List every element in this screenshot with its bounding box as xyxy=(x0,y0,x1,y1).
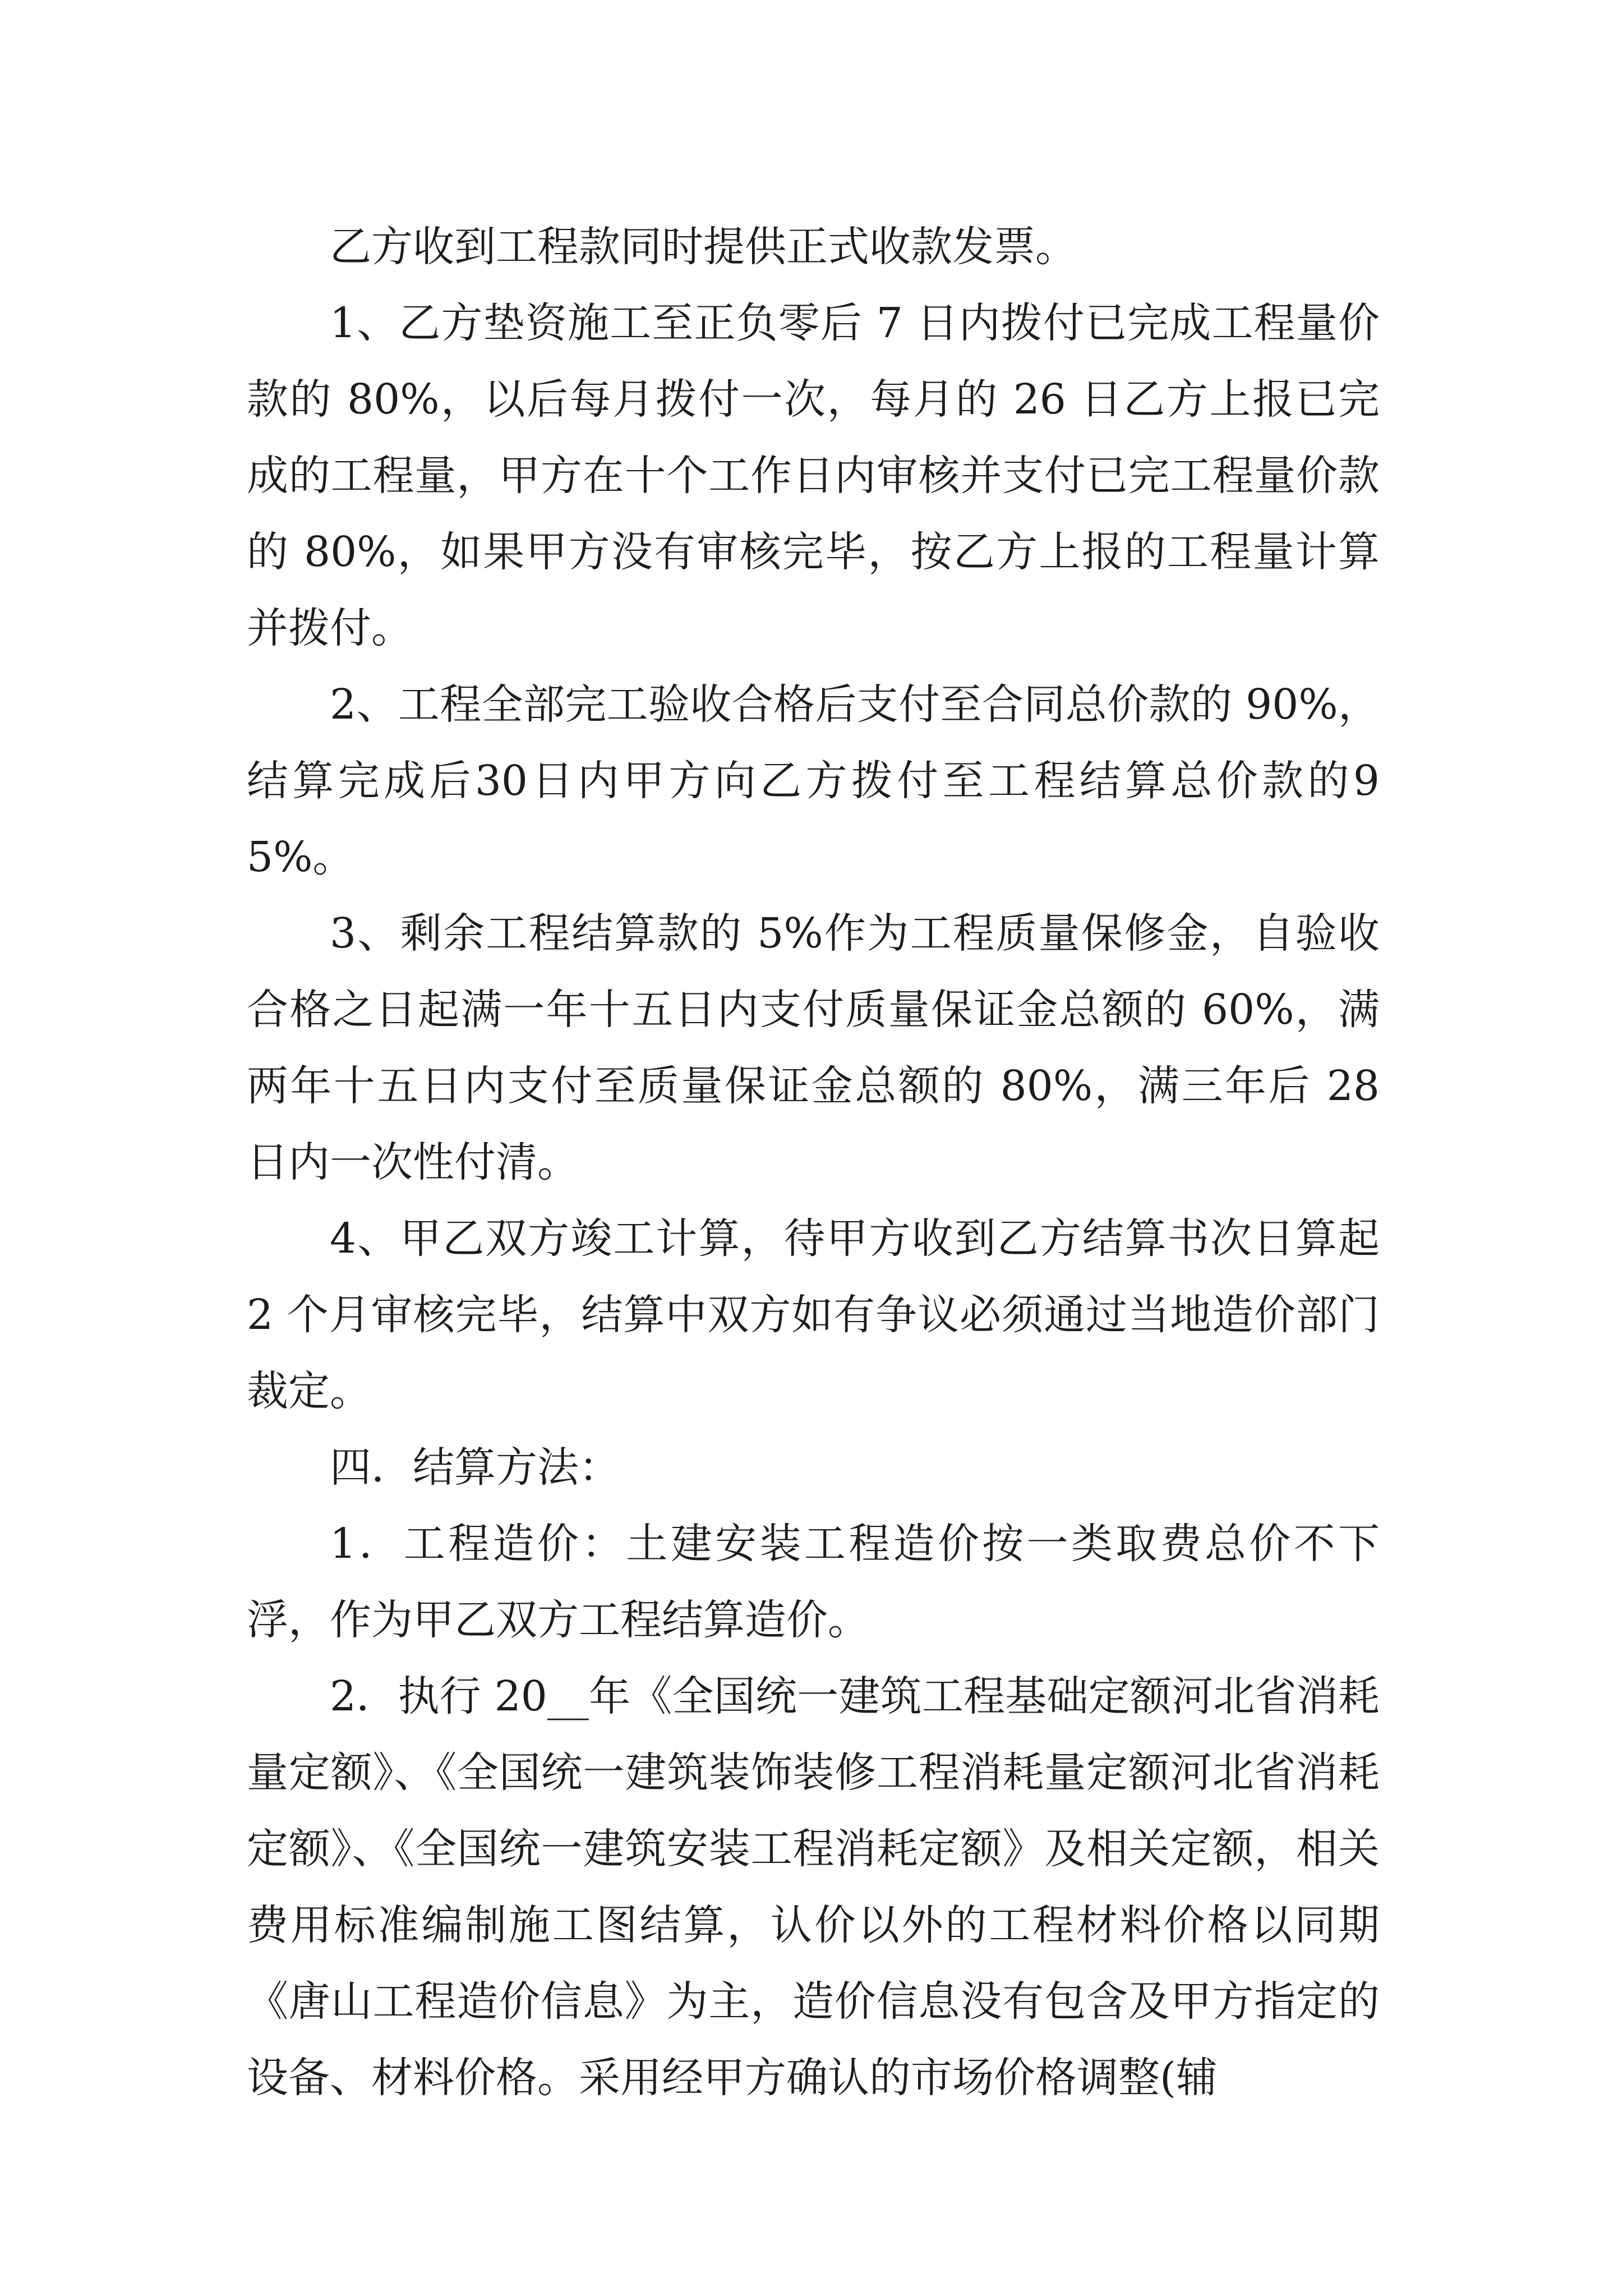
document-body xyxy=(247,209,1380,2116)
paragraph-settlement-clause-2: 2．执行 20__年《全国统一建筑工程基础定额河北省消耗量定额》、《全国统一建筑装饰装修工程消耗量定额河北省消耗定额》、《全国统一建筑安装工程消耗定额》及相关定额，相关费用标准编制施工图结算，认价以外的工程材料价格以同期《唐山工程造价信息》为主，造价信息没有包含及甲方指定的设备、材料价格。采用经甲方确认的市场价格调整(辅 xyxy=(247,1672,1380,2102)
paragraph-payment-clause-1: 1、乙方垫资施工至正负零后 7 日内拨付已完成工程量价款的 80%，以后每月拨付一次，每月的 26 日乙方上报已完成的工程量，甲方在十个工作日内审核并支付已完工程量价款的 80%，如果甲方没有审核完毕，按乙方上报的工程量计算并拨付。 xyxy=(247,299,1380,652)
section-heading-settlement-method: 四．结算方法： xyxy=(330,1443,620,1492)
paragraph-payment-clause-4: 4、甲乙双方竣工计算，待甲方收到乙方结算书次日算起 2 个月审核完毕，结算中双方如有争议必须通过当地造价部门裁定。 xyxy=(247,1214,1380,1415)
paragraph-settlement-clause-1: 1．工程造价：土建安装工程造价按一类取费总价不下浮，作为甲乙双方工程结算造价。 xyxy=(247,1520,1380,1644)
paragraph-payment-clause-2: 2、工程全部完工验收合格后支付至合同总价款的 90%，结算完成后30日内甲方向乙方拨付至工程结算总价款的95%。 xyxy=(247,680,1380,881)
paragraph-invoice-note: 乙方收到工程款同时提供正式收款发票。 xyxy=(330,223,1077,271)
paragraph-payment-clause-3: 3、剩余工程结算款的 5%作为工程质量保修金，自验收合格之日起满一年十五日内支付质量保证金总额的 60%，满两年十五日内支付至质量保证金总额的 80%，满三年后 28 日内一次性付清。 xyxy=(247,909,1380,1186)
